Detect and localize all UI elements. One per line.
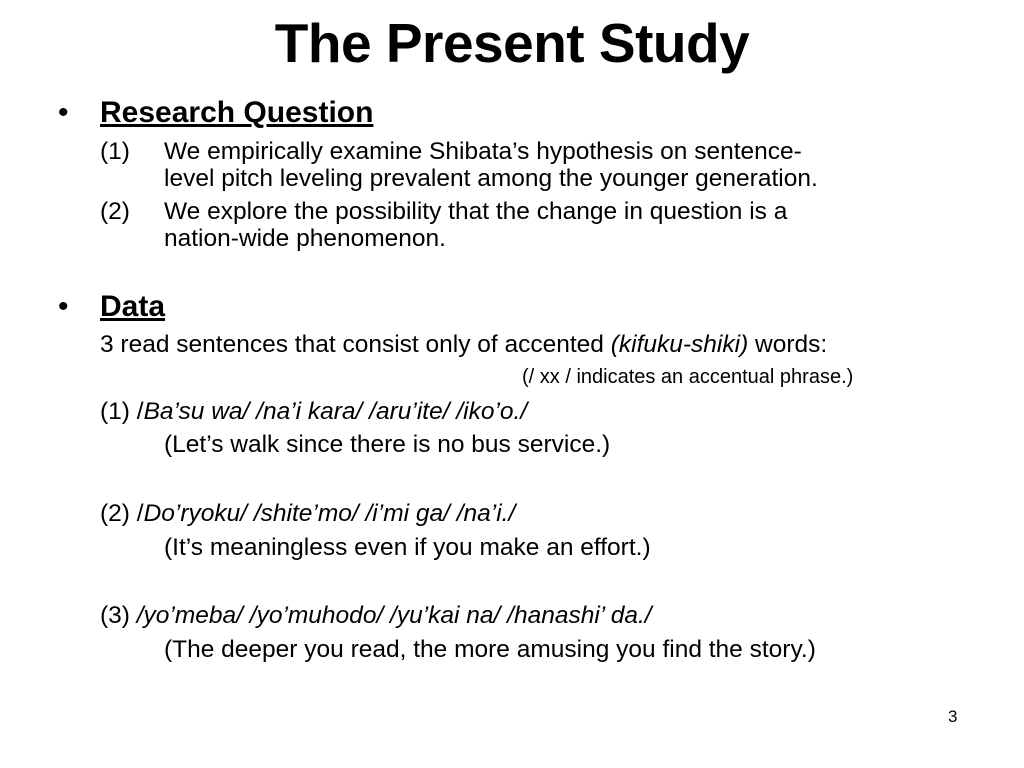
sentence-3-translation: (The deeper you read, the more amusing you find the story.) — [164, 636, 816, 663]
accentual-phrase-note: (/ xx / indicates an accentual phrase.) — [522, 366, 854, 388]
sentence-1-translation: (Let’s walk since there is no bus service.) — [164, 431, 611, 458]
sentence-3-prefix: (3) — [100, 602, 137, 629]
slide-title: The Present Study — [274, 12, 750, 74]
sentence-2-text: Do’ryoku/ /shite’mo/ /i’mi ga/ /na’i./ — [143, 500, 516, 527]
question-2-line-2: nation-wide phenomenon. — [164, 225, 446, 252]
question-1-line-1: We empirically examine Shibata’s hypothesis on sentence- — [164, 138, 802, 165]
question-2-number: (2) — [100, 198, 130, 225]
sentence-1 — [100, 398, 527, 426]
question-1-number: (1) — [100, 138, 130, 165]
data-intro-tail: words: — [748, 331, 828, 358]
sentence-1-text: Ba’su wa/ /na’i kara/ /aru’ite/ /iko’o./ — [143, 398, 528, 425]
sentence-2 — [100, 500, 515, 528]
data-heading: Data — [100, 290, 166, 323]
sentence-3-text: /yo’meba/ /yo’muhodo/ /yu’kai na/ /hanashi’ da./ — [136, 602, 652, 629]
research-question-heading-row — [58, 95, 373, 131]
data-intro-text: 3 read sentences that consist only of accented — [100, 331, 611, 358]
bullet-icon: • — [58, 290, 69, 323]
question-2-line-1: We explore the possibility that the change in question is a — [164, 198, 788, 225]
research-question-heading: Research Question — [100, 96, 374, 129]
page-number: 3 — [948, 707, 958, 726]
data-heading-row — [58, 289, 165, 325]
data-intro — [100, 331, 827, 359]
question-1-line-2: level pitch leveling prevalent among the younger generation. — [164, 165, 818, 192]
bullet-icon: • — [58, 96, 69, 129]
sentence-1-prefix: (1) / — [100, 398, 144, 425]
sentence-3 — [100, 602, 652, 630]
sentence-2-translation: (It’s meaningless even if you make an effort.) — [164, 534, 651, 561]
sentence-2-prefix: (2) / — [100, 500, 144, 527]
data-intro-italic: (kifuku-shiki) — [610, 331, 749, 358]
